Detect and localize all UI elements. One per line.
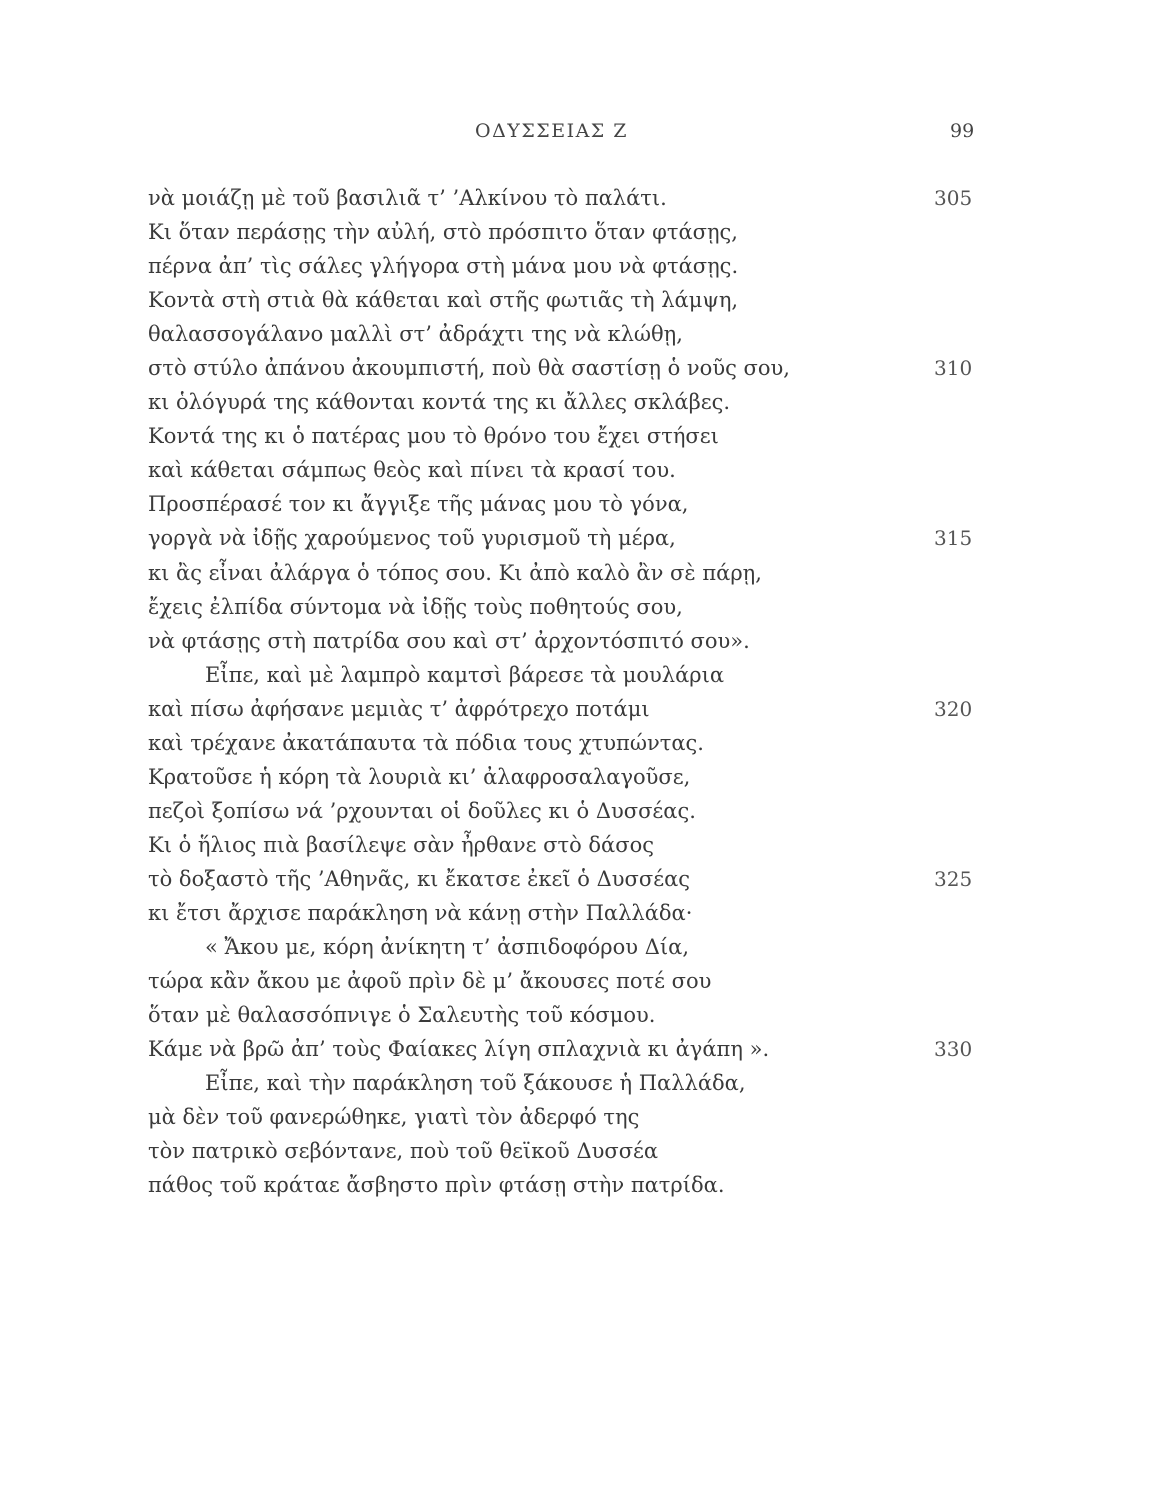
verse-line [0,828,1156,862]
verse-line [0,556,1156,590]
verse-line [0,862,1156,896]
verse-text: μὰ δὲν τοῦ φανερώθηκε, γιατὶ τὸν ἀδερφό της [148,1105,640,1130]
verse-line [0,726,1156,760]
verse-text: γοργὰ νὰ ἰδῇς χαρούμενος τοῦ γυρισμοῦ τὴ μέρα, [148,526,676,551]
verse-line [0,317,1156,351]
line-number: 310 [934,356,973,381]
verse-line [0,590,1156,624]
verse-text: Προσπέρασέ τον κι ἄγγιξε τῆς μάνας μου τὸ γόνα, [148,492,689,517]
verse-text: « Ἄκου με, κόρη ἀνίκητη τ’ ἀσπιδοφόρου Δία, [205,935,689,960]
verse-text: νὰ μοιάζῃ μὲ τοῦ βασιλιᾶ τ’ ’Αλκίνου τὸ παλάτι. [148,186,667,210]
verse-text: τὸν πατρικὸ σεβόντανε, ποὺ τοῦ θεϊκοῦ Δυσσέα [148,1139,659,1164]
line-number: 305 [934,186,973,210]
verse-text: θαλασσογάλανο μαλλὶ στ’ ἀδράχτι της νὰ κλώθῃ, [148,322,683,347]
verse-line [0,385,1156,419]
verse-text: κι ὁλόγυρά της κάθονται κοντά της κι ἄλλες σκλάβες. [148,390,731,415]
verse-line [0,215,1156,249]
verse-text: τώρα κἂν ἄκου με ἀφοῦ πρὶν δὲ μ’ ἄκουσες ποτέ σου [148,969,712,994]
running-title: ΟΔΥΣΣΕΙΑΣ Ζ [475,120,628,142]
verse-text: ὅταν μὲ θαλασσόπνιγε ὁ Σαλευτὴς τοῦ κόσμου. [148,1003,656,1028]
verse-line [0,930,1156,964]
verse-line [0,794,1156,828]
verse-text: πάθος τοῦ κράταε ἄσβηστο πρὶν φτάσῃ στὴν πατρίδα. [148,1173,725,1198]
verse-line [0,896,1156,930]
verse-line [0,1066,1156,1100]
verse-text: Εἶπε, καὶ τὴν παράκληση τοῦ ξάκουσε ἡ Παλλάδα, [205,1071,746,1096]
verse-line [0,419,1156,453]
verse-text: Κάμε νὰ βρῶ ἀπ’ τοὺς Φαίακες λίγη σπλαχνιὰ κι ἀγάπη ». [148,1037,770,1062]
verse-line [0,249,1156,283]
verse-line [0,487,1156,521]
verse-block [0,181,1156,1202]
line-number: 320 [934,696,973,721]
verse-text: Κοντά της κι ὁ πατέρας μου τὸ θρόνο του ἔχει στήσει [148,424,719,449]
verse-text: νὰ φτάσῃς στὴ πατρίδα σου καὶ στ’ ἀρχοντόσπιτό σου». [148,628,750,653]
verse-text: Κρατοῦσε ἡ κόρη τὰ λουριὰ κι’ ἀλαφροσαλαγοῦσε, [148,764,691,789]
verse-text: πέρνα ἀπ’ τὶς σάλες γλήγορα στὴ μάνα μου νὰ φτάσῃς. [148,254,739,279]
verse-line [0,521,1156,555]
verse-line [0,1032,1156,1066]
verse-text: Κι ὁ ἥλιος πιὰ βασίλεψε σὰν ἦρθανε στὸ δάσος [148,832,654,857]
verse-text: Κοντὰ στὴ στιὰ θὰ κάθεται καὶ στῆς φωτιᾶς τὴ λάμψη, [148,288,739,313]
verse-text: Κι ὅταν περάσῃς τὴν αὐλή, στὸ πρόσπιτο ὅταν φτάσῃς, [148,220,738,245]
verse-line [0,1100,1156,1134]
line-number: 330 [934,1037,973,1062]
verse-text: κι ἂς εἶναι ἀλάργα ὁ τόπος σου. Κι ἀπὸ καλὸ ἂν σὲ πάρῃ, [148,560,762,585]
verse-line [0,1168,1156,1202]
verse-line [0,692,1156,726]
verse-line [0,351,1156,385]
verse-line [0,1134,1156,1168]
verse-text: πεζοὶ ξοπίσω νά ’ρχουνται οἱ δοῦλες κι ὁ Δυσσέας. [148,798,696,823]
verse-text: τὸ δοξαστὸ τῆς ’Αθηνᾶς, κι ἔκατσε ἐκεῖ ὁ Δυσσέας [148,866,691,891]
verse-text: καὶ κάθεται σάμπως θεὸς καὶ πίνει τὰ κρασί του. [148,458,676,483]
verse-line [0,998,1156,1032]
page-header [0,120,1156,150]
line-number: 325 [934,866,973,891]
verse-text: Εἶπε, καὶ μὲ λαμπρὸ καμτσὶ βάρεσε τὰ μουλάρια [205,662,725,687]
verse-text: στὸ στύλο ἀπάνου ἀκουμπιστή, ποὺ θὰ σαστίσῃ ὁ νοῦς σου, [148,356,790,381]
verse-text: καὶ τρέχανε ἀκατάπαυτα τὰ πόδια τους χτυπώντας. [148,730,704,755]
verse-line [0,453,1156,487]
verse-line [0,658,1156,692]
verse-text: κι ἔτσι ἄρχισε παράκληση νὰ κάνῃ στὴν Παλλάδα· [148,900,693,925]
verse-text: καὶ πίσω ἀφήσανε μεμιὰς τ’ ἀφρότρεχο ποτάμι [148,696,650,721]
verse-text: ἔχεις ἐλπίδα σύντομα νὰ ἰδῇς τοὺς ποθητούς σου, [148,594,683,619]
line-number: 315 [934,526,973,551]
page-number: 99 [950,120,975,142]
verse-line [0,283,1156,317]
verse-line [0,760,1156,794]
verse-line [0,181,1156,215]
verse-line [0,964,1156,998]
verse-line [0,624,1156,658]
